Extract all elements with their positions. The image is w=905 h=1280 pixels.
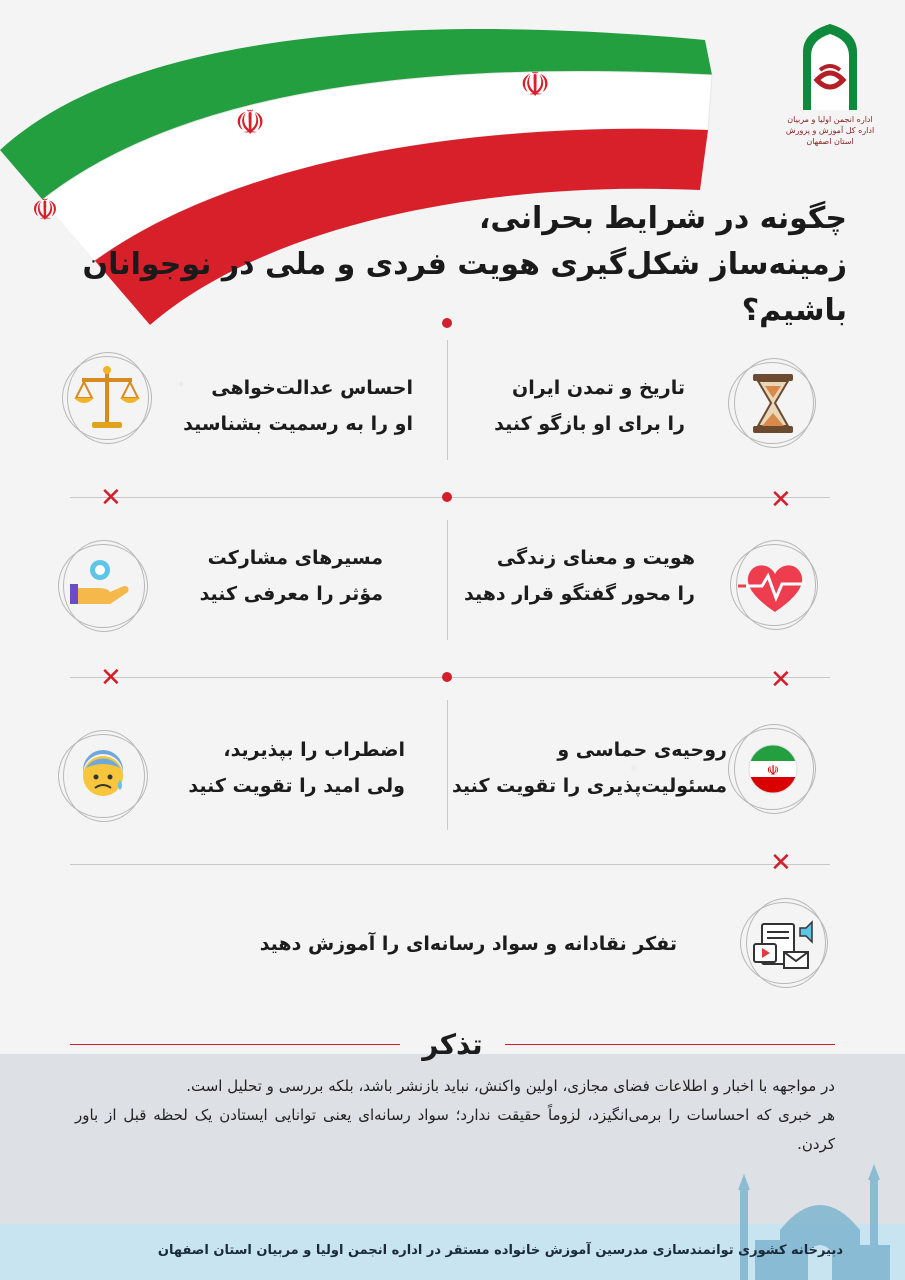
- svg-text:☫: ☫: [31, 193, 59, 228]
- vertical-divider: [447, 340, 448, 460]
- scales-icon: [62, 352, 152, 442]
- reminder-paragraph-2: هر خبری که احساسات را برمی‌انگیزد، لزوماً حقیقت ندارد؛ سواد رسانه‌ای یعنی توانایی ایستادن یک لحظه قبل از باور کردن.: [75, 1106, 835, 1153]
- svg-text:☫: ☫: [519, 65, 551, 105]
- svg-text:☫: ☫: [234, 103, 266, 143]
- x-mark-icon: ✕: [770, 665, 792, 695]
- divider-dot: [442, 672, 452, 682]
- footer-text: دبیرخانه کشوری توانمندسازی مدرسین آموزش خانواده مستقر در اداره انجمن اولیا و مربیان استان اصفهان: [157, 1243, 843, 1258]
- logo-line-2: اداره کل آموزش و پرورش استان اصفهان: [785, 126, 875, 146]
- logo-line-1: اداره انجمن اولیا و مربیان: [787, 115, 873, 124]
- vertical-divider: [447, 700, 448, 830]
- tip-anxiety: اضطراب را بپذیرید، ولی امید را تقویت کنید: [188, 739, 405, 797]
- reminder-text: [75, 1072, 835, 1159]
- media-icon: [740, 898, 830, 988]
- x-mark-icon: ✕: [770, 485, 792, 515]
- vertical-divider: [447, 520, 448, 640]
- tip-justice: احساس عدالت‌خواهی او را به رسمیت بشناسید: [183, 377, 413, 435]
- tip-epic-spirit: روحیه‌ی حماسی و مسئولیت‌پذیری را تقویت کنید: [451, 739, 727, 797]
- mosque-skyline-icon: [720, 1160, 905, 1280]
- tip-history: تاریخ و تمدن ایران را برای او بازگو کنید: [494, 377, 685, 435]
- iran-flag-icon: [728, 724, 818, 814]
- svg-text:☫: ☫: [766, 763, 780, 779]
- reminder-title: تذکر: [422, 1028, 483, 1061]
- title-line-2: زمینه‌ساز شکل‌گیری هویت فردی و ملی در نوجوانان باشیم؟: [82, 247, 847, 328]
- tip-media-literacy: تفکر نقادانه و سواد رسانه‌ای را آموزش دهید: [259, 933, 677, 955]
- hourglass-icon: [728, 358, 818, 448]
- helping-hand-icon: [58, 540, 148, 630]
- horizontal-divider: [70, 864, 830, 865]
- x-mark-icon: ✕: [770, 848, 792, 878]
- mosque-arch-logo-icon: [795, 22, 865, 110]
- page-title: [67, 196, 847, 334]
- divider-dot: [442, 318, 452, 328]
- x-mark-icon: ✕: [100, 483, 122, 513]
- divider-dot: [442, 492, 452, 502]
- tip-identity: هویت و معنای زندگی را محور گفتگو قرار دهید: [463, 547, 695, 605]
- reminder-paragraph-1: در مواجهه با اخبار و اطلاعات فضای مجازی، اولین واکنش، نباید بازنشر باشد، بلکه بررسی و تحلیل است.: [186, 1077, 835, 1095]
- title-line-1: چگونه در شرایط بحرانی،: [478, 201, 847, 236]
- organization-logo: [785, 22, 875, 147]
- heartbeat-icon: [730, 540, 820, 630]
- tip-participation: مسیرهای مشارکت مؤثر را معرفی کنید: [199, 547, 383, 605]
- x-mark-icon: ✕: [100, 663, 122, 693]
- worried-face-icon: [58, 730, 148, 820]
